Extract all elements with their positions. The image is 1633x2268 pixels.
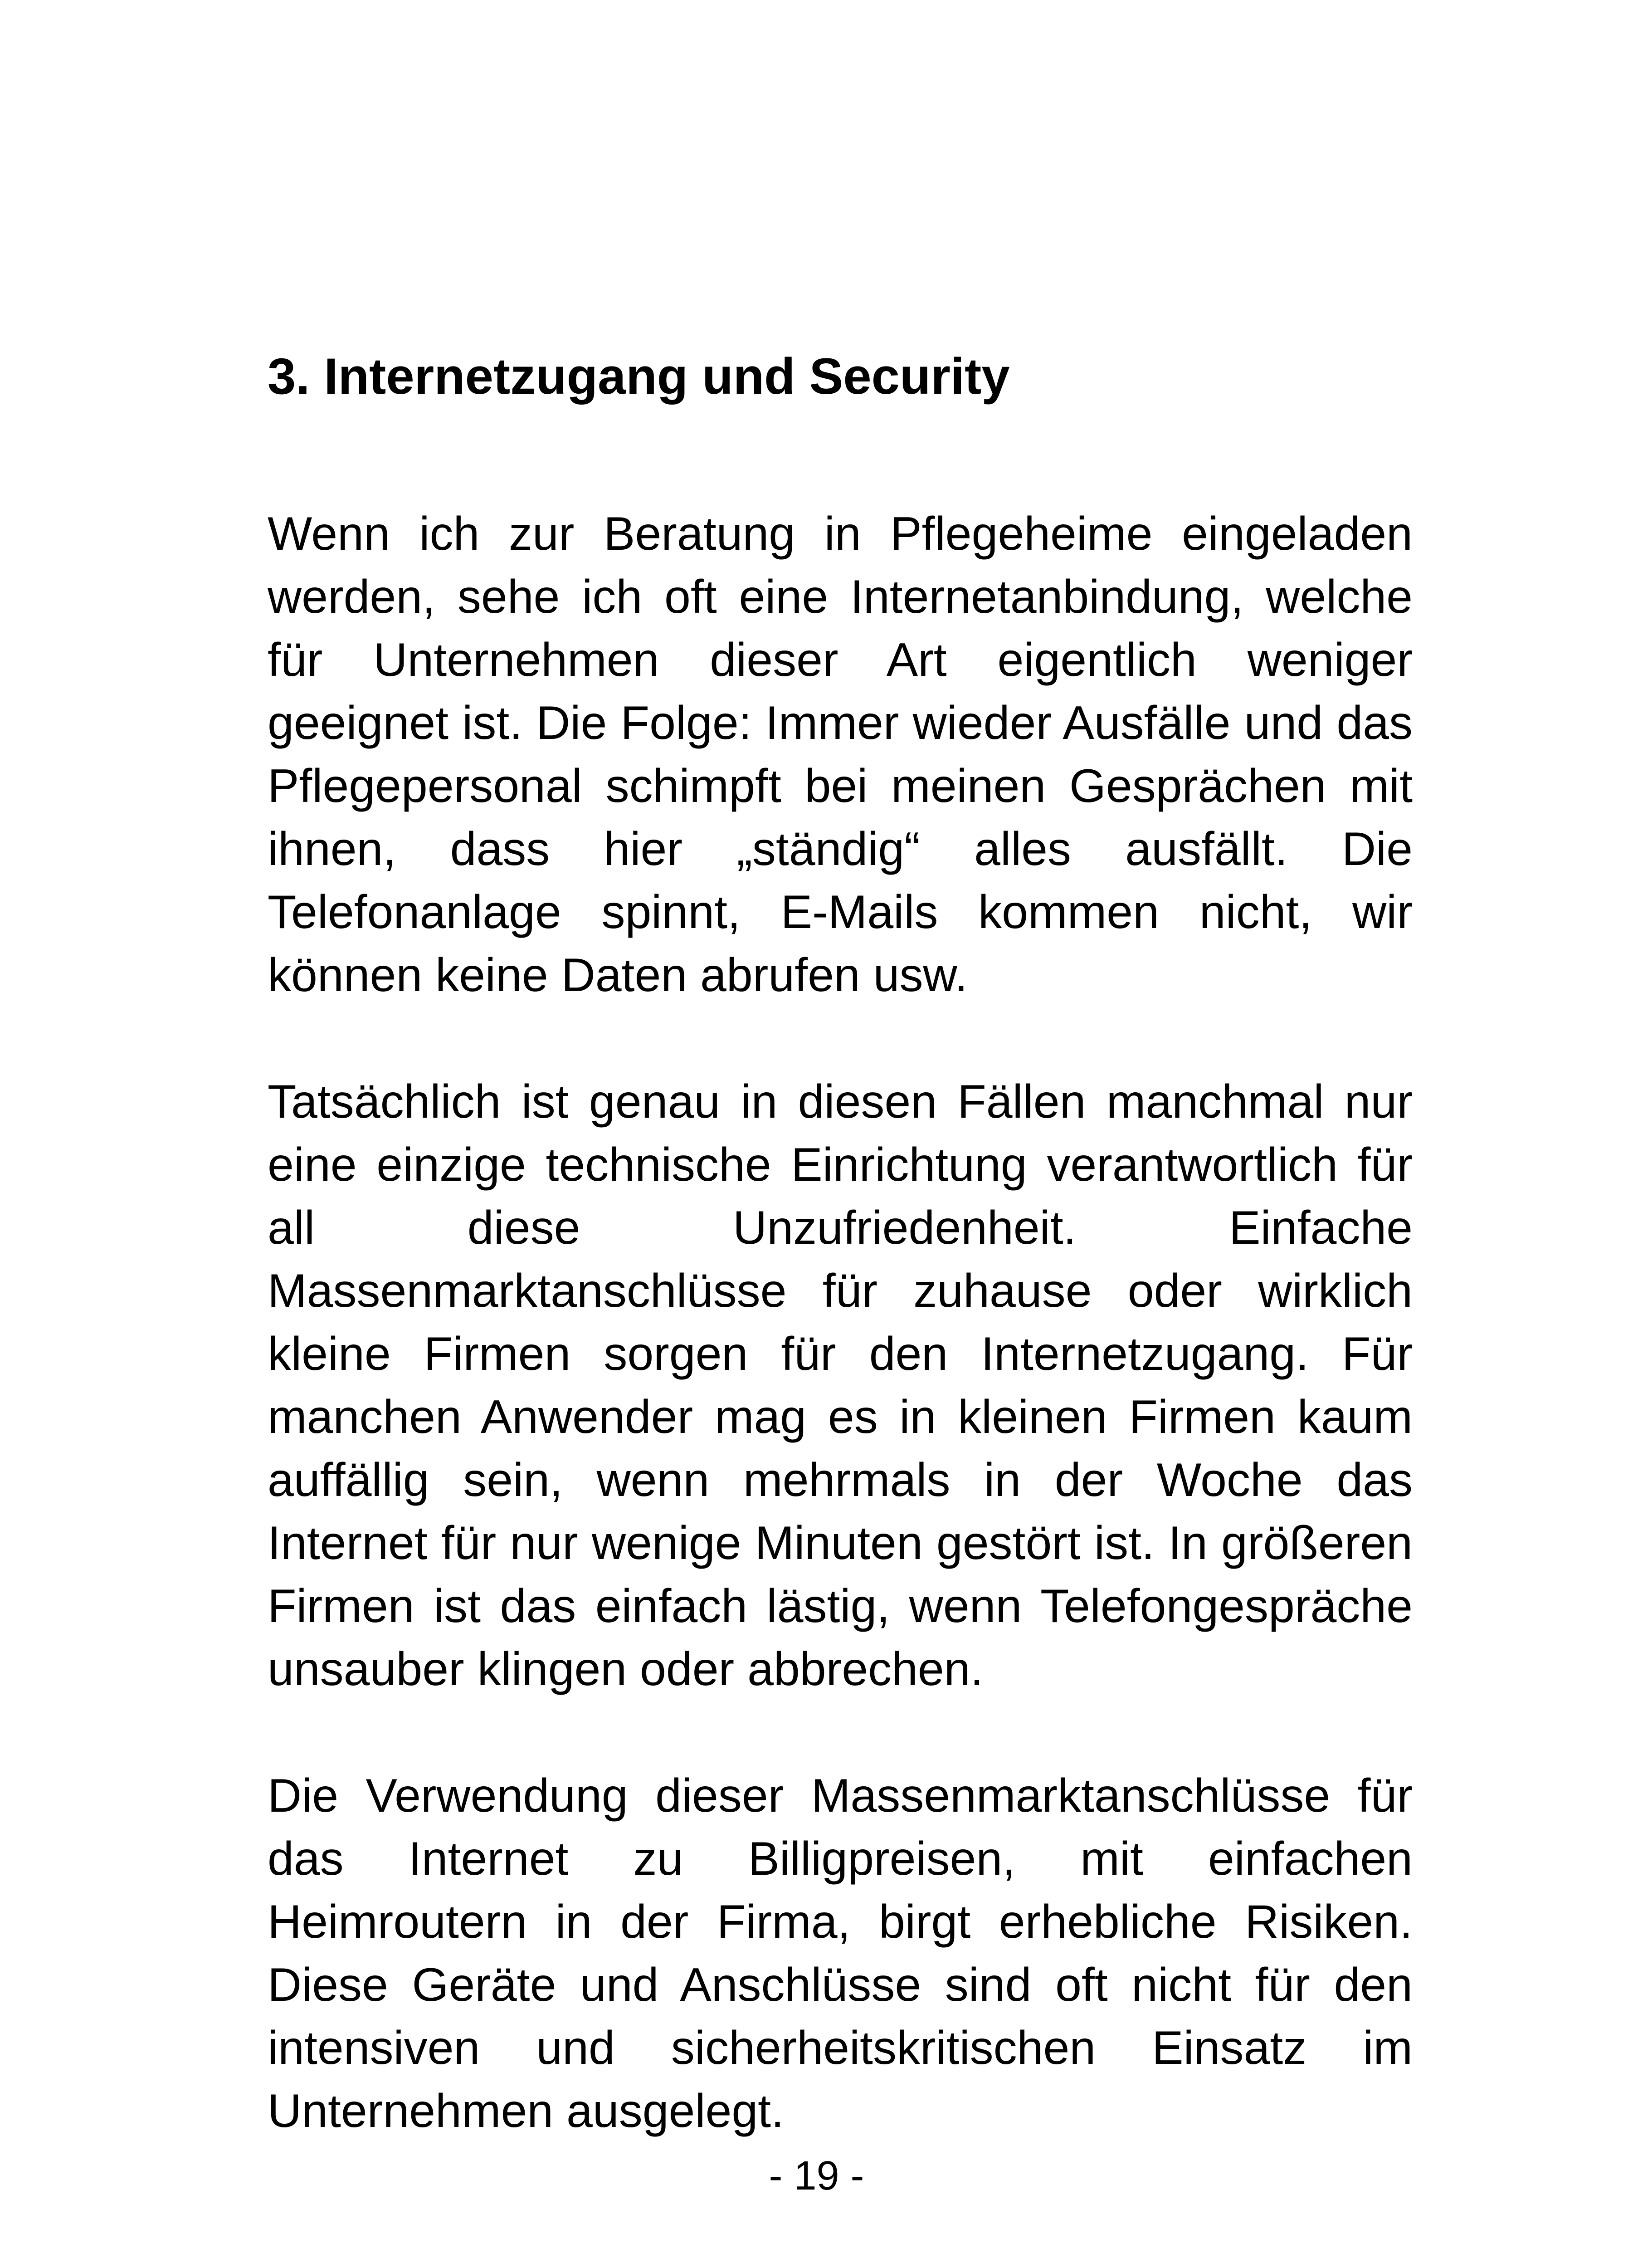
section-heading: 3. Internetzugang und Security xyxy=(268,348,1010,405)
document-content xyxy=(268,345,1413,2143)
body-paragraph-1: Wenn ich zur Beratung in Pflegeheime eingeladen werden, sehe ich oft eine Internetanbindung, welche für Unternehmen dieser Art eigentlich weniger geeignet ist. Die Folge: Immer wieder Ausfälle und das Pflegepersonal schimpft bei meinen Gesprächen mit ihnen, dass hier „ständig“ alles ausfällt. Die Telefonanlage spinnt, E-Mails kommen nicht, wir können keine Daten abrufen usw. xyxy=(268,508,1413,1002)
page-number: - 19 - xyxy=(769,2153,864,2199)
body-paragraph-3: Die Verwendung dieser Massenmarktanschlüsse für das Internet zu Billigpreisen, mit einfachen Heimroutern in der Firma, birgt erhebliche Risiken. Diese Geräte und Anschlüsse sind oft nicht für den intensiven und sicherheitskritischen Einsatz im Unternehmen ausgelegt. xyxy=(268,1769,1413,2137)
body-paragraph-2: Tatsächlich ist genau in diesen Fällen manchmal nur eine einzige technische Einrichtung verantwortlich für all diese Unzufriedenheit. Einfache Massenmarktanschlüsse für zuhause oder wirklich kleine Firmen sorgen für den Internetzugang. Für manchen Anwender mag es in kleinen Firmen kaum auffällig sein, wenn mehrmals in der Woche das Internet für nur wenige Minuten gestört ist. In größeren Firmen ist das einfach lästig, wenn Telefongespräche unsauber klingen oder abbrechen. xyxy=(268,1075,1413,1696)
